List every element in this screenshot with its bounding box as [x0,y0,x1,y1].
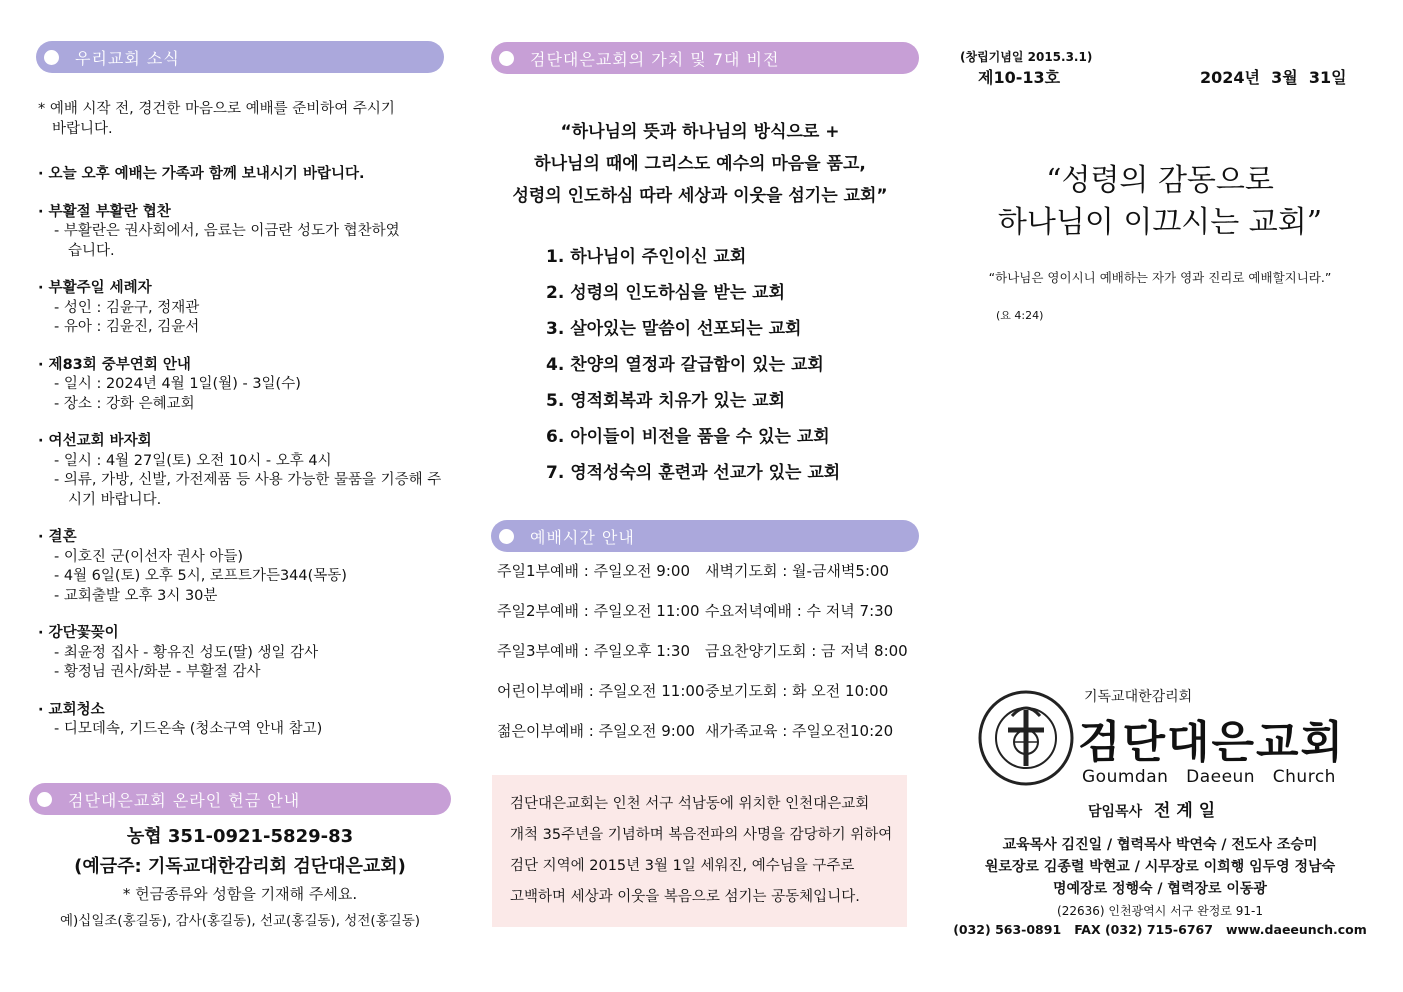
scripture-verse: “하나님은 영이시니 예배하는 자가 영과 진리로 예배할지니라.” [988,270,1332,285]
staff-line: 원로장로 김종렬 박현교 / 시무장로 이희행 임두영 정남숙 [984,859,1336,875]
vision-header-label: 검단대은교회의 가치 및 7대 비전 [530,49,780,69]
news-item-head: · 부활주일 세례자 [38,280,152,296]
scripture-reference: (요 4:24) [996,309,1044,322]
offering-header-label: 검단대은교회 온라인 헌금 안내 [68,790,301,810]
news-item-detail: - 교회출발 오후 3시 30분 [54,587,218,604]
news-header [36,41,444,73]
news-item [38,165,458,185]
news-item-detail: - 황정님 권사/화분 - 부활절 감사 [54,664,261,680]
church-address: (22636) 인천광역시 서구 완정로 91-1 [1057,904,1263,918]
worship-header-label: 예배시간 안내 [530,527,635,547]
worship-row [497,560,908,600]
denomination-name: 기독교대한감리회 [1084,689,1193,705]
vision-quote-line: “하나님의 뜻과 하나님의 방식으로 + [560,122,840,142]
founded-date: (창립기념일 2015.3.1) [960,50,1093,64]
worship-table [497,560,908,760]
worship-cell: 새벽기도회 : 월-금새벽5:00 [705,562,890,580]
staff-line: 명예장로 정행숙 / 협력장로 이동광 [1053,881,1267,897]
worship-cell: 주일3부예배 : 주일오후 1:30 [497,642,690,660]
vision-quote-line: 성령의 인도하심 따라 세상과 이웃을 섬기는 교회” [512,186,888,206]
news-item-head: · 교회청소 [38,701,105,718]
offering-account: 농협 351-0921-5829-83 [126,826,354,847]
bulletin-date: 2024년 3월 31일 [1200,68,1347,87]
issue-number: 제10-13호 [978,68,1061,87]
church-intro-line: 검단 지역에 2015년 3월 1일 세워진, 예수님을 구주로 [510,858,855,874]
news-item-head: · 제83회 중부연회 안내 [38,356,191,373]
news-item-head: · 오늘 오후 예배는 가족과 함께 보내시기 바랍니다. [38,166,365,182]
vision-item: 1. 하나님이 주인이신 교회 [546,247,747,267]
church-logo [978,690,1358,790]
church-name: 검단대은교회 [1078,717,1346,768]
vision-quote-line: 하나님의 때에 그리스도 예수의 마음을 품고, [534,154,866,174]
news-item-head: · 강단꽃꽂이 [38,625,119,641]
news-item-detail: - 의류, 가방, 신발, 가전제품 등 사용 가능한 물품을 기증해 주시기 바랍니다. [54,472,442,508]
news-item-detail: - 일시 : 4월 27일(토) 오전 10시 - 오후 4시 [54,452,332,469]
news-item-detail: - 부활란은 권사회에서, 음료는 이금란 성도가 협찬하였습니다. [54,223,400,259]
news-item [38,279,458,338]
offering-header [29,783,451,815]
staff-line: 교육목사 김진일 / 협력목사 박연숙 / 전도사 조승미 [1002,837,1318,853]
news-item-detail: - 성인 : 김윤구, 정재관 [54,299,200,316]
news-item-detail: - 장소 : 강화 은혜교회 [54,395,195,412]
news-header-label: 우리교회 소식 [75,48,180,68]
news-item-detail: - 이호진 군(이선자 권사 아들) [54,548,244,565]
news-section [38,100,458,758]
news-item-detail: - 디모데속, 기드온속 (청소구역 안내 참고) [54,721,323,737]
staff-list [950,834,1370,900]
worship-row [497,680,908,720]
bullet-dot-icon [499,51,514,66]
pastor-label: 담임목사 [1088,804,1143,820]
news-intro [38,100,458,139]
vision-item: 5. 영적회복과 치유가 있는 교회 [546,391,786,411]
bullet-dot-icon [37,792,52,807]
news-intro-line: 바랍니다. [52,120,113,137]
church-contact: (032) 563-0891 FAX (032) 715-6767 www.daeeunch.com [953,922,1367,937]
news-item [38,356,458,415]
motto-line: “성령의 감동으로 [1046,163,1274,198]
news-item [38,432,458,510]
worship-cell: 수요저녁예배 : 수 저녁 7:30 [705,602,894,620]
offering-holder: (예금주: 기독교대한감리회 검단대은교회) [74,856,406,877]
worship-cell: 젊은이부예배 : 주일오전 9:00 [497,722,695,740]
vision-item: 7. 영적성숙의 훈련과 선교가 있는 교회 [546,463,841,483]
worship-row [497,720,908,760]
church-intro-line: 개척 35주년을 기념하며 복음전파의 사명을 감당하기 위하여 [510,827,893,843]
worship-row [497,640,908,680]
news-item-head: · 부활절 부활란 협찬 [38,203,171,220]
worship-cell: 금요찬양기도회 : 금 저녁 8:00 [705,642,908,660]
news-intro-line: * 예배 시작 전, 경건한 마음으로 예배를 준비하여 주시기 [38,101,395,117]
pastor-name: 전 계 일 [1154,801,1216,821]
news-item [38,701,458,740]
senior-pastor [1088,796,1215,821]
news-item-head: · 결혼 [38,529,77,545]
news-item [38,528,458,606]
worship-header [491,520,919,552]
vision-item: 4. 찬양의 열정과 갈급함이 있는 교회 [546,355,824,375]
worship-cell: 주일2부예배 : 주일오전 11:00 [497,602,700,620]
church-intro-line: 검단대은교회는 인천 서구 석남동에 위치한 인천대은교회 [510,796,870,812]
worship-cell: 어린이부예배 : 주일오전 11:00 [497,682,705,700]
news-item [38,203,458,262]
motto [960,160,1360,244]
news-item-detail: - 4월 6일(토) 오후 5시, 로프트가든344(목동) [54,568,347,584]
offering-note: * 헌금종류와 성함을 기재해 주세요. [122,885,358,903]
vision-item: 3. 살아있는 말씀이 선포되는 교회 [546,319,802,339]
bullet-dot-icon [499,529,514,544]
news-item-detail: - 최윤정 집사 - 황유진 성도(딸) 생일 감사 [54,644,319,661]
news-item [38,624,458,683]
worship-cell: 주일1부예배 : 주일오전 9:00 [497,562,690,580]
church-intro-line: 고백하며 세상과 이웃을 복음으로 섬기는 공동체입니다. [510,889,860,905]
worship-cell: 중보기도회 : 화 오전 10:00 [705,682,889,700]
church-intro-box [492,775,907,927]
vision-list [546,244,840,496]
news-item-head: · 여선교회 바자회 [38,433,152,449]
vision-item: 6. 아이들이 비전을 품을 수 있는 교회 [546,427,830,447]
vision-quote [490,116,910,212]
offering-example: 예)십일조(홍길동), 감사(홍길동), 선교(홍길동), 성전(홍길동) [59,913,421,929]
worship-row [497,600,908,640]
vision-header [491,42,919,74]
motto-line: 하나님이 이끄시는 교회” [997,205,1323,240]
worship-cell: 새가족교육 : 주일오전10:20 [705,722,894,740]
methodist-seal-icon [978,690,1074,786]
vision-item: 2. 성령의 인도하심을 받는 교회 [546,283,786,303]
news-item-detail: - 일시 : 2024년 4월 1일(월) - 3일(수) [54,376,301,392]
church-name-english: Goumdan Daeeun Church [1082,767,1336,787]
bullet-dot-icon [44,50,59,65]
news-item-detail: - 유아 : 김윤진, 김윤서 [54,319,200,335]
